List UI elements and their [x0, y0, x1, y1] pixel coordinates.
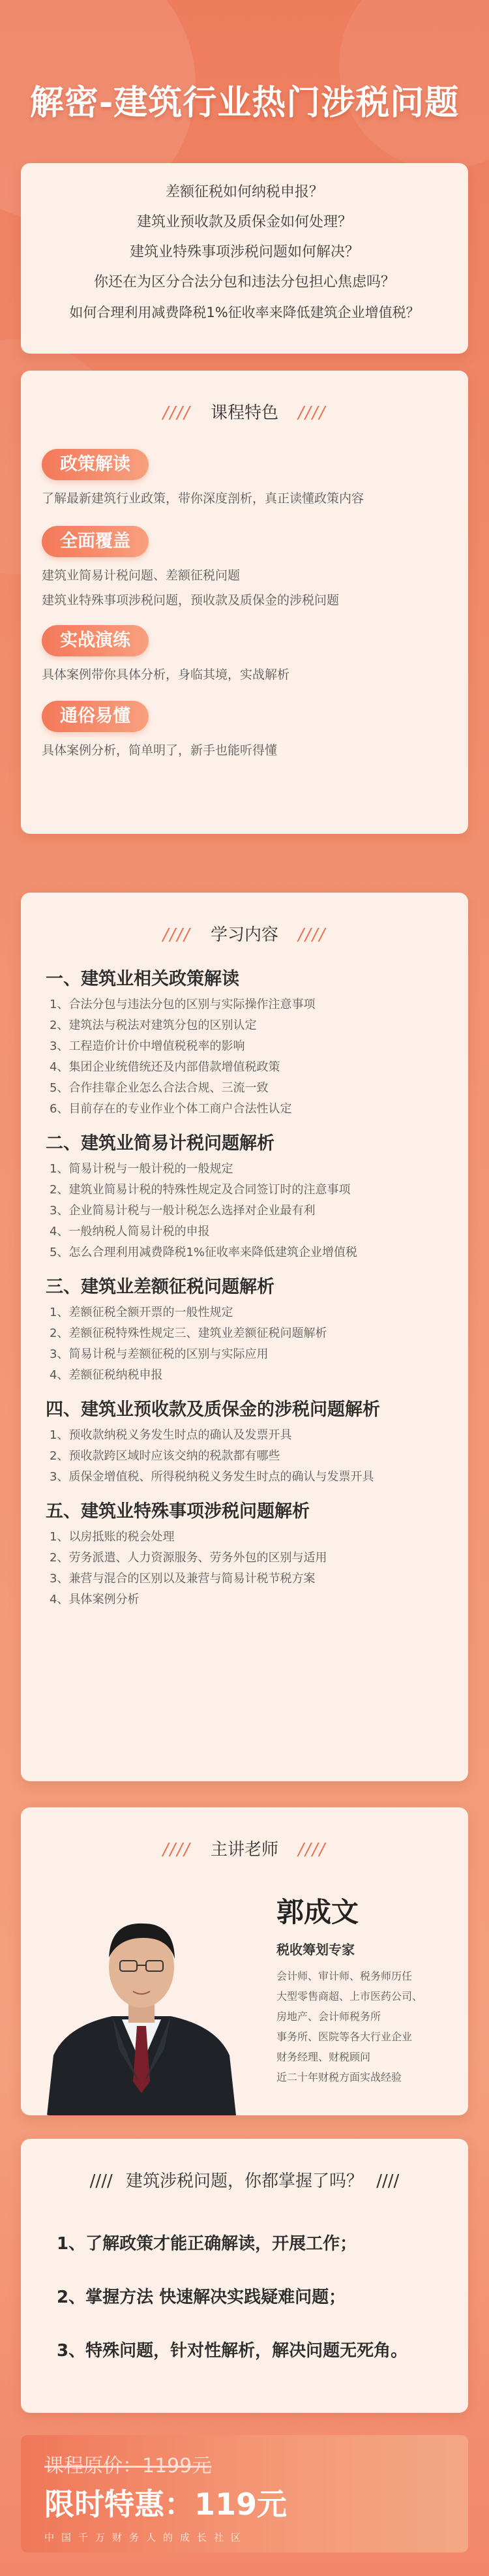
community-slogan: 中国千万财务人的成长社区 [44, 2532, 248, 2543]
chapter-item: 5、合作挂靠企业怎么合法合规、三流一致 [50, 1081, 269, 1095]
teacher-bio-line: 事务所、医院等各大行业企业 [276, 2031, 413, 2043]
question-line: 差额征税如何纳税申报？ [165, 184, 323, 200]
slash-decoration: //// [162, 1840, 191, 1860]
chapter-item: 1、以房抵账的税会处理 [50, 1530, 175, 1544]
chapter-item: 3、质保金增值税、所得税纳税义务发生时点的确认与发票开具 [50, 1470, 374, 1484]
slash-decoration: //// [89, 2171, 113, 2191]
features-card [21, 371, 468, 834]
chapter-item: 2、差额征税特殊性规定三、建筑业差额征税问题解析 [50, 1326, 327, 1340]
chapter-item: 2、劳务派遣、人力资源服务、劳务外包的区别与适用 [50, 1551, 327, 1565]
chapter-title: 五、建筑业特殊事项涉税问题解析 [46, 1501, 310, 1522]
feature-text: 了解最新建筑行业政策，带你深度剖析，真正读懂政策内容 [42, 491, 364, 506]
learning-heading [21, 919, 468, 951]
price-card[interactable] [21, 2435, 468, 2553]
chapter-item: 2、建筑业简易计税的特殊性规定及合同签订时的注意事项 [50, 1183, 351, 1197]
chapter-item: 3、兼营与混合的区别以及兼营与简易计税节税方案 [50, 1572, 316, 1586]
teacher-bio-line: 大型零售商超、上市医药公司、 [276, 1990, 423, 2002]
features-heading-text: 课程特色 [210, 403, 278, 423]
slash-decoration: //// [162, 925, 191, 945]
feature-practice [21, 625, 468, 685]
feature-policy [21, 449, 468, 509]
chapter-item: 1、合法分包与违法分包的区别与实际操作注意事项 [50, 998, 316, 1011]
chapter-item: 2、建筑法与税法对建筑分包的区别认定 [50, 1019, 257, 1032]
summary-item: 3、特殊问题，针对性解析，解决问题无死角。 [57, 2341, 408, 2361]
teacher-info [276, 1891, 466, 2087]
feature-coverage [21, 526, 468, 611]
feature-text: 具体案例带你具体分析，身临其境，实战解析 [42, 667, 290, 682]
page-title: 解密-建筑行业热门涉税问题 [29, 84, 460, 123]
slash-decoration: //// [298, 403, 327, 423]
teacher-bio [276, 1966, 466, 2087]
chapter-item: 1、预收款纳税义务发生时点的确认及发票开具 [50, 1428, 292, 1442]
feature-pill: 通俗易懂 [42, 701, 149, 732]
summary-heading-text: 建筑涉税问题，你都掌握了吗？ [125, 2171, 363, 2191]
chapter-item: 3、工程造价计价中增值税税率的影响 [50, 1039, 245, 1053]
slash-decoration: //// [376, 2171, 400, 2191]
slash-decoration: //// [298, 925, 327, 945]
learning-heading-text: 学习内容 [210, 925, 278, 945]
summary-heading [21, 2165, 468, 2198]
teacher-role: 税收筹划专家 [276, 1942, 355, 1957]
question-line: 建筑业特殊事项涉税问题如何解决？ [129, 244, 359, 260]
chapter-title: 二、建筑业简易计税问题解析 [46, 1133, 274, 1154]
teacher-name: 郭成文 [276, 1896, 359, 1928]
feature-simple [21, 701, 468, 761]
chapter-item: 1、简易计税与一般计税的一般规定 [50, 1162, 233, 1176]
teacher-bio-line: 近二十年财税方面实战经验 [276, 2071, 402, 2083]
teacher-bio-line: 会计师、审计师、税务师历任 [276, 1970, 413, 1982]
teacher-portrait-image [40, 1886, 243, 2115]
teacher-card [21, 1807, 468, 2115]
chapter-item: 2、预收款跨区域时应该交纳的税款都有哪些 [50, 1449, 280, 1463]
features-heading [21, 397, 468, 429]
feature-pill: 政策解读 [42, 449, 149, 480]
chapter-item: 5、怎么合理利用减费降税1%征收率来降低建筑企业增值税 [50, 1246, 358, 1259]
teacher-bio-line: 房地产、会计师税务所 [276, 2010, 381, 2023]
slash-decoration: //// [298, 1840, 327, 1860]
summary-item: 2、掌握方法 快速解决实践疑难问题； [57, 2288, 346, 2307]
summary-list [21, 2198, 468, 2378]
learning-card [21, 893, 468, 1781]
chapter-title: 一、建筑业相关政策解读 [46, 969, 239, 989]
question-line: 如何合理利用减费降税1%征收率来降低建筑企业增值税？ [69, 305, 420, 320]
feature-text: 具体案例分析，简单明了，新手也能听得懂 [42, 743, 278, 758]
summary-item: 1、了解政策才能正确解读，开展工作； [57, 2234, 357, 2254]
summary-card [21, 2139, 468, 2413]
chapter-item: 1、差额征税全额开票的一般性规定 [50, 1306, 233, 1319]
chapter-item: 4、集团企业统借统还及内部借款增值税政策 [50, 1060, 280, 1074]
chapter-item: 4、具体案例分析 [50, 1593, 140, 1606]
feature-pill: 全面覆盖 [42, 526, 149, 557]
original-price: 课程原价：1199元 [44, 2455, 212, 2477]
chapter-title: 四、建筑业预收款及质保金的涉税问题解析 [46, 1400, 380, 1420]
chapter-title: 三、建筑业差额征税问题解析 [46, 1277, 274, 1297]
chapter-item: 3、企业简易计税与一般计税怎么选择对企业最有利 [50, 1204, 316, 1218]
chapter-item: 4、差额征税纳税申报 [50, 1368, 163, 1382]
feature-pill: 实战演练 [42, 625, 149, 656]
chapter-item: 3、简易计税与差额征税的区别与实际应用 [50, 1347, 269, 1361]
chapter-item: 4、一般纳税人简易计税的申报 [50, 1225, 210, 1238]
question-line: 你还在为区分合法分包和违法分包担心焦虑吗？ [93, 274, 395, 290]
teacher-photo [40, 1886, 243, 2115]
special-price: 限时特惠：119元 [44, 2487, 288, 2522]
feature-text: 建筑业简易计税问题、差额征税问题 [42, 568, 241, 583]
chapter-item: 6、目前存在的专业作业个体工商户合法性认定 [50, 1102, 292, 1116]
teacher-bio-line: 财务经理、财税顾问 [276, 2051, 371, 2063]
question-line: 建筑业预收款及质保金如何处理？ [136, 214, 352, 230]
slash-decoration: //// [162, 403, 191, 423]
questions-card [21, 163, 468, 354]
learning-list [21, 951, 468, 1610]
feature-text: 建筑业特殊事项涉税问题，预收款及质保金的涉税问题 [42, 593, 340, 607]
teacher-heading [21, 1833, 468, 1866]
teacher-heading-text: 主讲老师 [210, 1840, 278, 1860]
